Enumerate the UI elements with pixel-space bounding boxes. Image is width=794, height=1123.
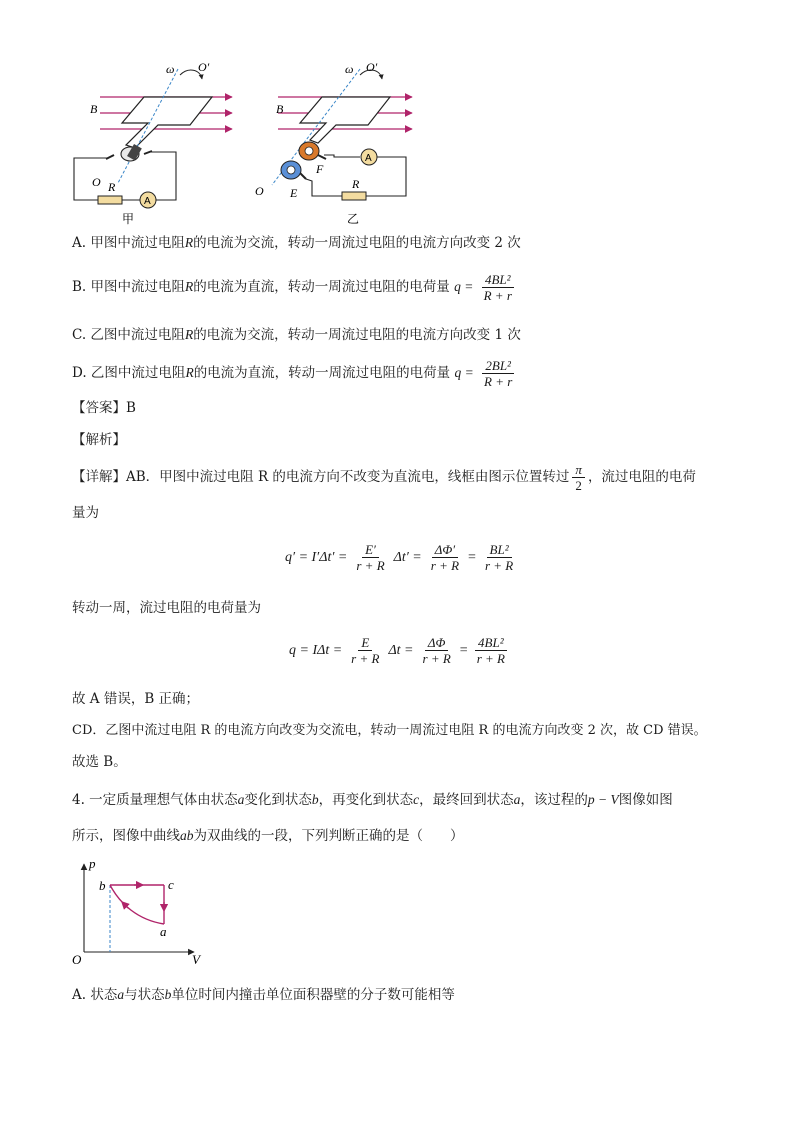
origin-label: O [72, 952, 82, 967]
eq2-f1-num: E [358, 635, 372, 651]
eq1-f1-den: r + R [356, 558, 385, 573]
curve-ab [110, 885, 164, 924]
eq1-f3-num: BL² [487, 542, 512, 558]
option-b-var: R [185, 279, 194, 294]
eq2-mid: Δt = [388, 642, 414, 658]
q4-ab: ab [180, 828, 194, 843]
eq1-frac-2 [428, 542, 462, 573]
figure-right [272, 69, 412, 200]
label-b: B [90, 102, 98, 116]
q4-line1-c: ，再变化到状态 [318, 792, 414, 808]
eq1-lhs: q′ = I′Δt′ = [285, 549, 348, 565]
pi-den: 2 [575, 478, 582, 493]
q4-var-b: b [311, 792, 319, 807]
option-c [72, 325, 521, 345]
option-c-prefix: C. 乙图中流过电阻 [72, 327, 185, 343]
q4-line2-b: 为双曲线的一段，下列判断正确的是（ ） [193, 828, 464, 844]
caption-left: 甲 [122, 212, 135, 226]
label-o-prime: O′ [198, 60, 210, 74]
arrow-ab [124, 904, 128, 908]
detail-line5: CD．乙图中流过电阻 R 的电流方向改变为交流电，转动一周流过电阻 R 的电流方向改变 2 次，故 CD 错误。 [72, 723, 707, 738]
pv-graph [68, 856, 218, 971]
label-e: E [290, 186, 298, 200]
label-b: B [276, 102, 284, 116]
axis-p-label: p [89, 856, 96, 871]
resistor [98, 196, 122, 204]
option-b-eq-lhs: q = [454, 279, 474, 294]
detail-line6: 故选 B。 [72, 754, 127, 770]
eq2-frac-2 [420, 635, 454, 666]
axis-v-label: V [192, 952, 200, 967]
eq2-f3-den: r + R [476, 651, 505, 666]
label-r: R [352, 177, 360, 191]
ammeter-label: A [144, 196, 151, 207]
eq1-equals: = [468, 549, 476, 565]
resistor [342, 192, 366, 200]
label-r: R [108, 180, 116, 194]
generator-figure [60, 55, 430, 230]
circuit-wire [306, 179, 342, 196]
question4-line-1 [72, 790, 673, 810]
option-b-fraction [481, 272, 515, 303]
option-d-text: 的电流为直流，转动一周流过电阻的电荷量 [193, 365, 451, 381]
option-a-var: R [184, 235, 194, 250]
q4-option-a [72, 985, 455, 1005]
question4-line-2 [72, 826, 464, 846]
eq1-f2-den: r + R [430, 558, 460, 573]
coil-loop [122, 97, 212, 148]
point-a-label: a [160, 924, 167, 939]
eq1-frac-1 [353, 542, 387, 573]
eq2-f2-num: ΔΦ [425, 635, 449, 651]
option-d-prefix: D. 乙图中流过电阻 [72, 365, 186, 381]
label-o: O [255, 184, 264, 198]
q4-line1-e: ，该过程的 [520, 792, 588, 808]
q4-line1-a: 4. 一定质量理想气体由状态 [72, 792, 238, 808]
circuit-wire [324, 155, 360, 157]
option-b [72, 270, 518, 304]
eq1-f3-den: r + R [484, 558, 514, 573]
label-o: O [92, 175, 101, 189]
option-b-num: 4BL² [482, 272, 514, 288]
q4-option-a-var-a: a [117, 987, 125, 1002]
q4-option-a-text: 单位时间内撞击单位面积器壁的分子数可能相等 [171, 987, 455, 1003]
coil-loop [300, 97, 390, 143]
ammeter-label: A [365, 153, 372, 164]
q4-var-a: a [237, 792, 245, 807]
answer-label: 【答案】 [72, 400, 126, 416]
eq1-f2-num: ΔΦ′ [432, 542, 458, 558]
option-a-prefix: A. 甲图中流过电阻 [72, 235, 185, 251]
option-d-num: 2BL² [482, 358, 514, 374]
q4-var-c: c [413, 792, 420, 807]
q4-option-a-mid: 与状态 [124, 987, 165, 1003]
option-d-den: R + r [484, 374, 513, 389]
option-c-var: R [184, 327, 194, 342]
q4-option-a-var-b: b [164, 987, 172, 1002]
eq2-frac-1 [348, 635, 382, 666]
label-f: F [316, 162, 324, 176]
option-b-text: 的电流为直流，转动一周流过电阻的电荷量 [193, 279, 450, 295]
q4-line2-a: 所示，图像中曲线 [72, 828, 180, 844]
q4-pv: p − V [587, 792, 619, 807]
circuit-wire [74, 158, 108, 200]
eq2-f3-num: 4BL² [475, 635, 507, 651]
detail-line4: 故 A 错误，B 正确； [72, 691, 200, 707]
analysis-line [72, 430, 126, 450]
eq2-frac-3 [474, 635, 508, 666]
pi-over-2 [572, 462, 585, 493]
detail-line-3 [72, 598, 261, 618]
label-omega: ω [166, 62, 175, 76]
caption-right: 乙 [347, 212, 360, 226]
detail-line-6 [72, 752, 127, 772]
point-b-label: b [99, 878, 106, 893]
detail-line1-a: 【详解】AB．甲图中流过电阻 R 的电流方向不改变为直流电，线框由图示位置转过 [72, 469, 570, 485]
pi-num: π [572, 462, 585, 478]
label-o-prime: O′ [366, 60, 378, 74]
answer-value: B [126, 400, 136, 416]
option-d [72, 356, 518, 390]
option-b-den: R + r [483, 288, 512, 303]
q4-option-a-prefix: A. 状态 [72, 987, 118, 1003]
option-b-prefix: B. 甲图中流过电阻 [72, 279, 186, 295]
option-a-text: 的电流为交流，转动一周流过电阻的电流方向改变 2 次 [193, 235, 521, 251]
option-a [72, 233, 521, 253]
q4-line1-f: 图像如图 [618, 792, 673, 808]
option-d-fraction [481, 358, 515, 389]
eq1-mid: Δt′ = [393, 549, 422, 565]
equation-2 [286, 635, 511, 666]
eq1-f1-num: E′ [362, 542, 379, 558]
equation-1 [282, 542, 519, 573]
option-c-text: 的电流为交流，转动一周流过电阻的电流方向改变 1 次 [193, 327, 521, 343]
detail-line-4 [72, 689, 199, 709]
detail-line1-b: ，流过电阻的电荷 [587, 469, 696, 485]
eq2-lhs: q = IΔt = [289, 642, 343, 658]
circuit-wire [150, 152, 176, 200]
eq1-frac-3 [482, 542, 516, 573]
eq2-f2-den: r + R [422, 651, 451, 666]
detail-line-5 [72, 721, 707, 741]
eq2-equals: = [459, 642, 468, 658]
detail-line2: 量为 [72, 505, 99, 521]
q4-var-a-2: a [513, 792, 521, 807]
eq2-f1-den: r + R [351, 651, 380, 666]
answer-line [72, 398, 136, 418]
q4-line1-b: 变化到状态 [244, 792, 312, 808]
detail-line-2 [72, 503, 99, 523]
option-d-var: R [185, 365, 194, 380]
detail-line3: 转动一周，流过电阻的电荷量为 [72, 600, 261, 616]
analysis-label: 【解析】 [72, 432, 126, 448]
label-omega: ω [345, 62, 354, 76]
point-c-label: c [168, 877, 174, 892]
option-d-eq-lhs: q = [454, 365, 474, 380]
detail-line-1 [72, 457, 696, 497]
q4-line1-d: ，最终回到状态 [419, 792, 514, 808]
